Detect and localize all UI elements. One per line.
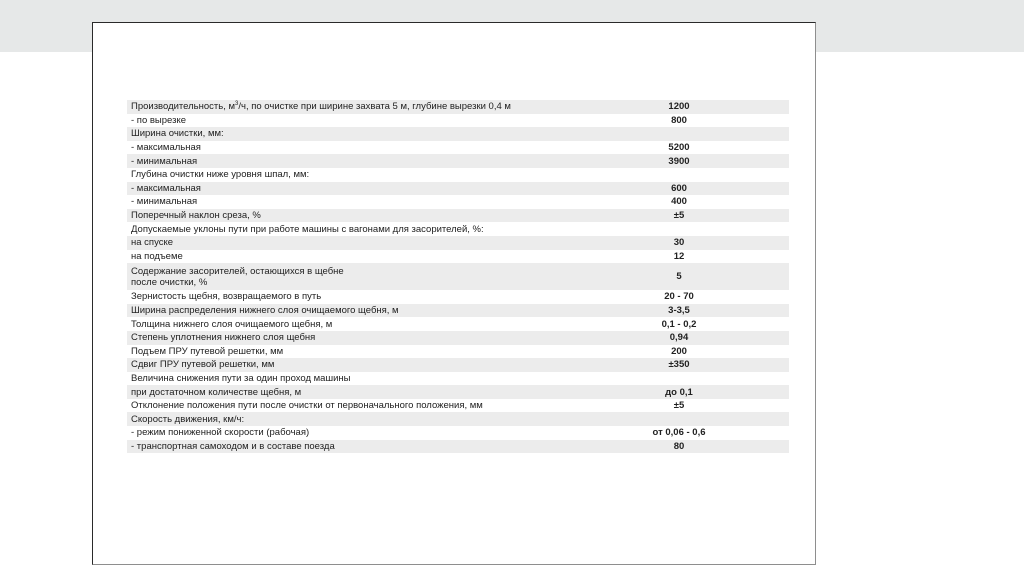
parameter-value: 800 — [671, 114, 687, 126]
table-row — [127, 127, 789, 141]
table-row — [127, 182, 789, 196]
table-row — [127, 250, 789, 264]
parameter-label: - по вырезке — [131, 114, 187, 126]
parameter-label: Подъем ПРУ путевой решетки, мм — [131, 345, 284, 357]
parameter-value: 20 - 70 — [664, 291, 694, 303]
parameter-value: ±350 — [668, 359, 690, 371]
parameter-label: Ширина распределения нижнего слоя очищаемого щебня, м — [131, 305, 399, 317]
parameter-value: 400 — [671, 196, 687, 208]
parameter-label: на спуске — [131, 237, 174, 249]
table-row — [127, 236, 789, 250]
parameter-value: до 0,1 — [665, 386, 693, 398]
table-row — [127, 385, 789, 399]
parameter-value: от 0,06 - 0,6 — [652, 427, 706, 439]
parameter-value: 80 — [673, 440, 685, 452]
table-row — [127, 195, 789, 209]
parameter-label: Глубина очистки ниже уровня шпал, мм: — [131, 169, 310, 181]
parameter-label: на подъеме — [131, 250, 183, 262]
parameter-label: Степень уплотнения нижнего слоя щебня — [131, 332, 316, 344]
table-row — [127, 426, 789, 440]
parameter-label: Скорость движения, км/ч: — [131, 413, 245, 425]
table-row — [127, 290, 789, 304]
parameter-value: ±5 — [673, 400, 685, 412]
parameter-value: 0,94 — [669, 332, 689, 344]
table-row — [127, 317, 789, 331]
parameter-label: Зернистость щебня, возвращаемого в путь — [131, 291, 322, 303]
table-row — [127, 304, 789, 318]
table-row — [127, 399, 789, 413]
parameter-label: Отклонение положения пути после очистки от первоначального положения, мм — [131, 400, 483, 412]
parameter-label: Сдвиг ПРУ путевой решетки, мм — [131, 359, 275, 371]
parameter-label: Ширина очистки, мм: — [131, 128, 224, 140]
parameter-label: Содержание засорителей, остающихся в щебне после очистки, % — [131, 265, 344, 288]
parameter-label: Допускаемые уклоны пути при работе машины с вагонами для засорителей, %: — [131, 223, 484, 235]
parameter-value: 600 — [671, 182, 687, 194]
parameter-value: 5200 — [668, 142, 690, 154]
table-row — [127, 372, 789, 386]
parameter-value: 3900 — [668, 155, 690, 167]
parameter-label: Величина снижения пути за один проход машины — [131, 372, 351, 384]
table-row — [127, 331, 789, 345]
parameter-value: ±5 — [673, 210, 685, 222]
parameter-value: 3-3,5 — [668, 305, 690, 317]
parameter-value: 1200 — [668, 101, 690, 113]
table-row — [127, 100, 789, 114]
parameter-label: - транспортная самоходом и в составе поезда — [131, 440, 335, 452]
table-row — [127, 114, 789, 128]
parameter-text: Производительность, м — [131, 101, 236, 113]
table-row — [127, 440, 789, 454]
table-row — [127, 209, 789, 223]
parameter-value: 200 — [671, 345, 687, 357]
table-row — [127, 263, 789, 290]
parameter-value: 0,1 - 0,2 — [661, 318, 697, 330]
parameter-label: - минимальная — [131, 155, 198, 167]
parameter-value: 12 — [673, 250, 685, 262]
table-row — [127, 168, 789, 182]
table-row — [127, 141, 789, 155]
parameter-label: при достаточном количестве щебня, м — [131, 386, 302, 398]
table-row — [127, 412, 789, 426]
parameter-label: - минимальная — [131, 196, 198, 208]
parameter-label: Поперечный наклон среза, % — [131, 210, 261, 222]
parameter-text-continued: /ч, по очистке при ширине захвата 5 м, глубине вырезки 0,4 м — [238, 101, 511, 113]
parameter-superscript: 3 — [235, 101, 239, 108]
parameter-value: 5 — [676, 271, 682, 283]
parameter-value: 30 — [673, 237, 685, 249]
table-row — [127, 222, 789, 236]
parameter-label — [127, 101, 569, 112]
table-row — [127, 154, 789, 168]
specifications-table — [127, 100, 789, 453]
table-row — [127, 358, 789, 372]
parameter-label: - максимальная — [131, 182, 201, 194]
parameter-label: - режим пониженной скорости (рабочая) — [131, 427, 310, 439]
parameter-label: Толщина нижнего слоя очищаемого щебня, м — [131, 318, 333, 330]
parameter-label: - максимальная — [131, 142, 201, 154]
table-row — [127, 345, 789, 359]
